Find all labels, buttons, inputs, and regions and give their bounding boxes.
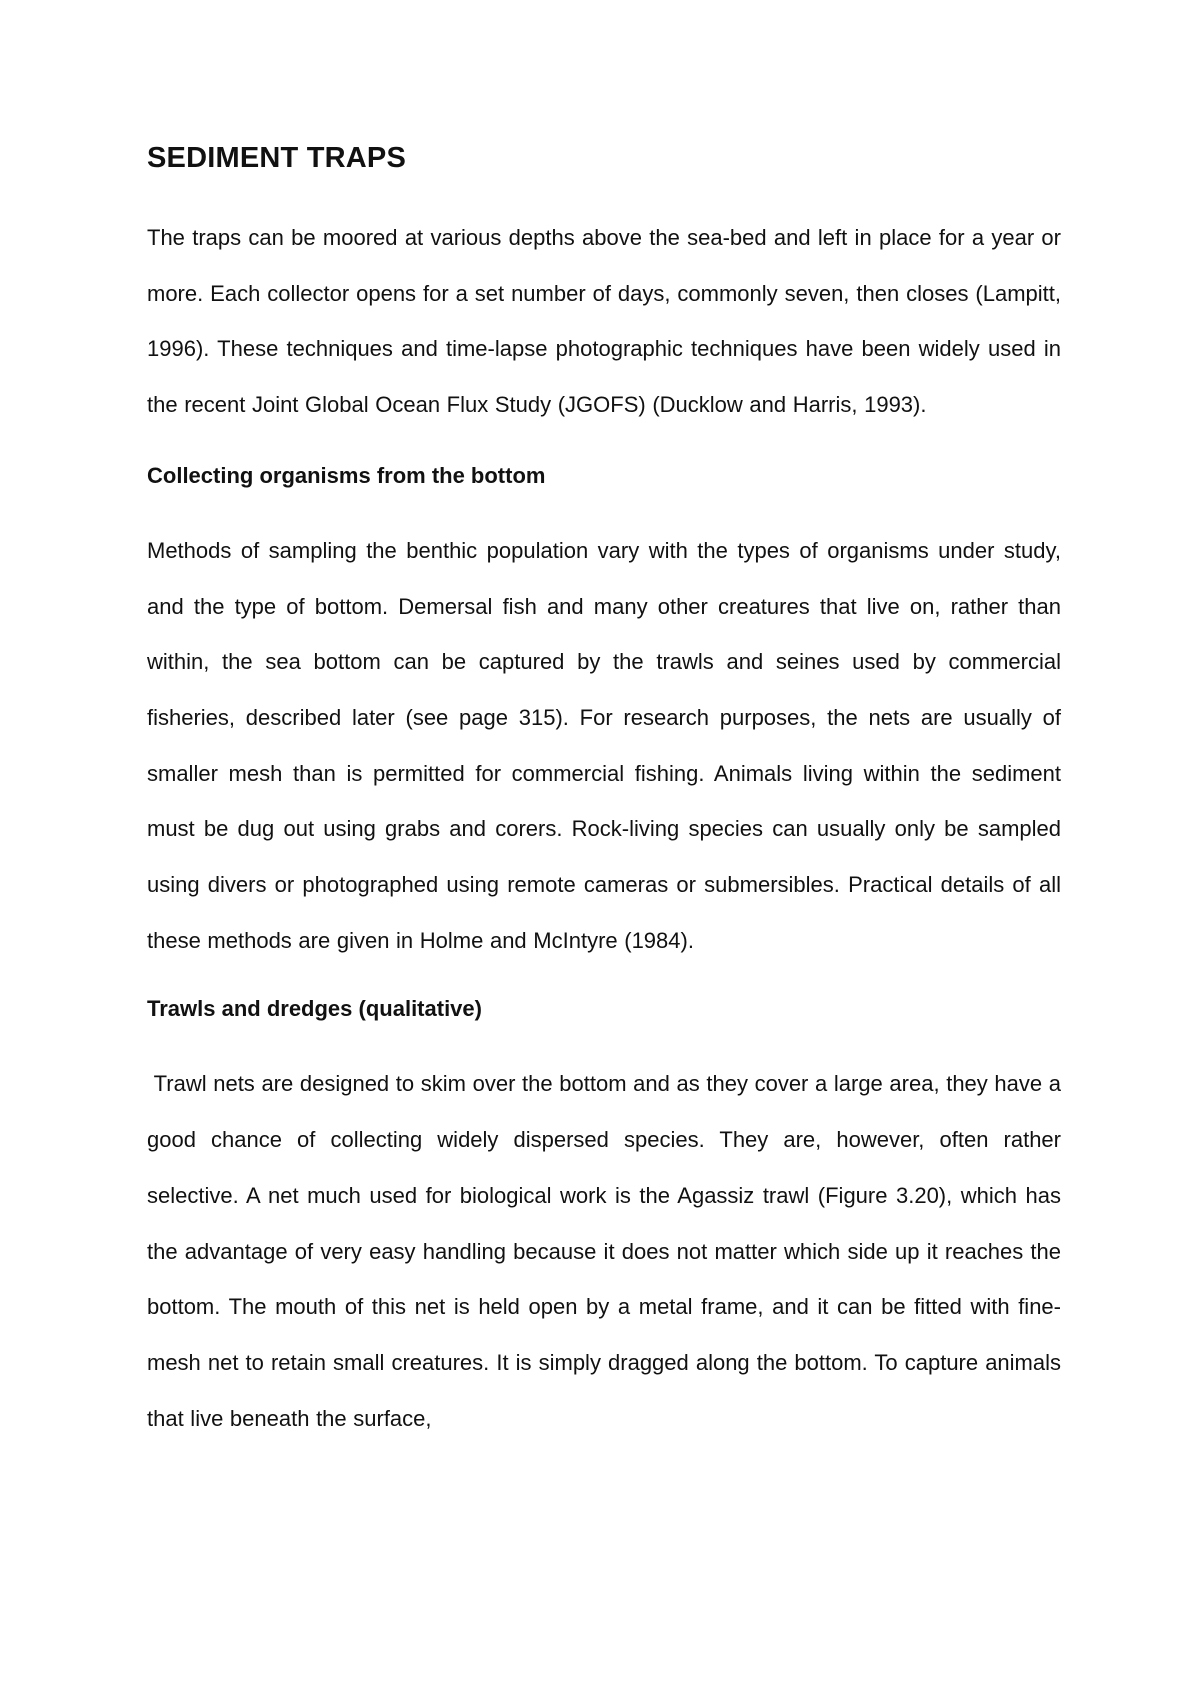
document-page <box>147 140 1061 1446</box>
paragraph-sampling-methods: Methods of sampling the benthic population vary with the types of organisms under study, and the type of bottom. Demersal fish and many other creatures that live on, rather than within, the sea bottom can be captured by the trawls and seines used by commercial fisheries, described later (see page 315). For research purposes, the nets are usually of smaller mesh than is permitted for commercial fishing. Animals living within the sediment must be dug out using grabs and corers. Rock-living species can usually only be sampled using divers or photographed using remote cameras or submersibles. Practical details of all these methods are given in Holme and McIntyre (1984). <box>147 537 1061 953</box>
paragraph-sediment-traps: The traps can be moored at various depths above the sea-bed and left in place for a year or more. Each collector opens for a set number of days, commonly seven, then closes (Lampitt, 1996). These techniques and time-lapse photographic techniques have been widely used in the recent Joint Global Ocean Flux Study (JGOFS) (Ducklow and Harris, 1993). <box>147 225 1061 418</box>
paragraph-trawl-nets: Trawl nets are designed to skim over the bottom and as they cover a large area, they have a good chance of collecting widely dispersed species. They are, however, often rather selective. A net much used for biological work is the Agassiz trawl (Figure 3.20), which has the advantage of very easy handling because it does not matter which side up it reaches the bottom. The mouth of this net is held open by a metal frame, and it can be fitted with fine-mesh net to retain small creatures. It is simply dragged along the bottom. To capture animals that live beneath the surface, <box>147 1071 1061 1431</box>
page-title: SEDIMENT TRAPS <box>147 142 406 174</box>
section-heading-trawls-dredges: Trawls and dredges (qualitative) <box>147 996 482 1022</box>
section-heading-collecting-organisms: Collecting organisms from the bottom <box>147 462 546 488</box>
